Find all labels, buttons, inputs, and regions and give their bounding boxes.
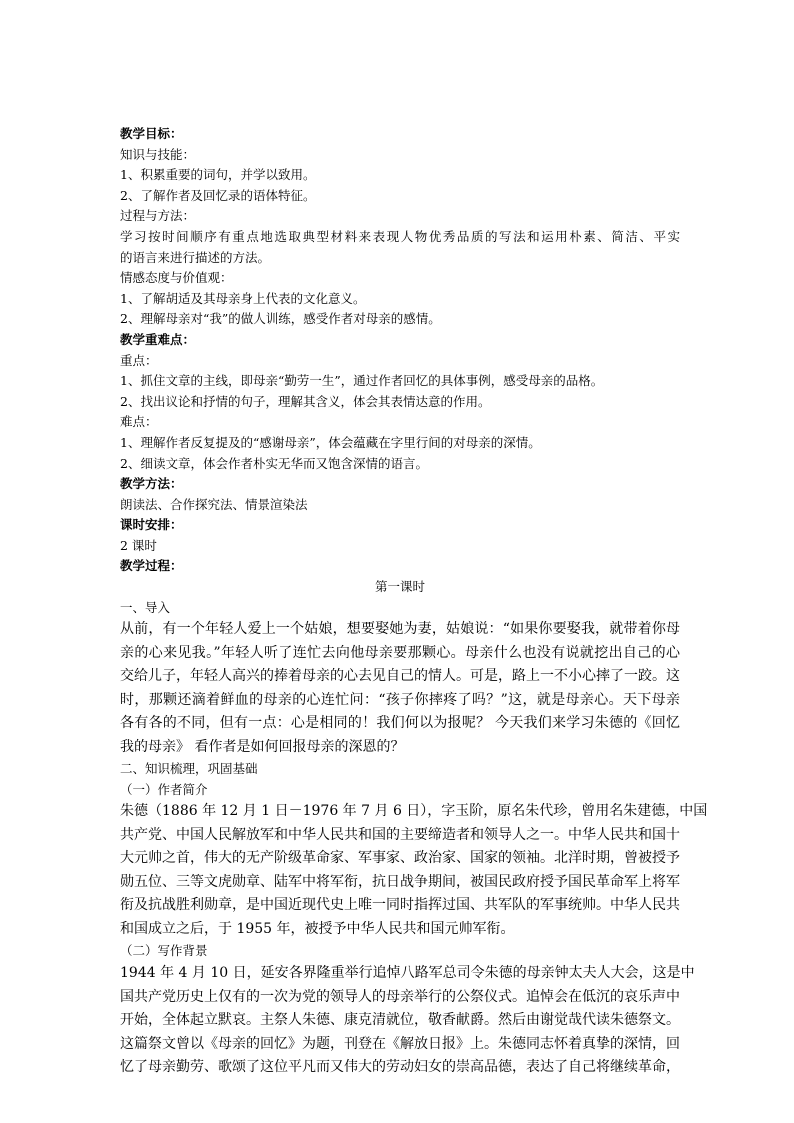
list-item: 2、细读文章，体会作者朴实无华而又饱含深情的语言。 [120, 455, 428, 471]
list-item: 2、了解作者及回忆录的语体特征。 [120, 187, 316, 203]
section-title-knowledge: 二、知识梳理，巩固基础 [120, 761, 258, 777]
subheading-emotion-values: 情感态度与价值观： [120, 270, 233, 286]
methods-text: 朗读法、合作探究法、情景渲染法 [120, 496, 308, 512]
subsection-title-background: （二）写作背景 [120, 943, 208, 959]
list-item: 2、理解母亲对“我”的做人训练，感受作者对母亲的感情。 [120, 311, 441, 327]
list-item: 2、找出议论和抒情的句子，理解其含义，体会其表情达意的作用。 [120, 393, 491, 409]
lesson-title: 第一课时 [374, 579, 425, 595]
paragraph-line: 开始，全体起立默哀。主祭人朱德、康克清就位，敬香献爵。然后由谢觉哉代读朱德祭文。 [120, 1012, 680, 1029]
paragraph-line: 亲的心来见我。”年轻人听了连忙去向他母亲要那颗心。母亲什么也没有说就挖出自己的心 [120, 644, 680, 661]
paragraph-line: 这篇祭文曾以《母亲的回忆》为题，刊登在《解放日报》上。朱德同志怀着真挚的深情，回 [120, 1035, 680, 1052]
subsection-title-author: （一）作者简介 [120, 781, 208, 797]
paragraph-line: 交给儿子，年轻人高兴的捧着母亲的心去见自己的情人。可是，路上一不小心摔了一跤。这 [120, 668, 680, 685]
paragraph-line: 从前，有一个年轻人爱上一个姑娘，想要娶她为妻，姑娘说：“如果你要娶我，就带着你母 [120, 621, 680, 638]
list-item: 1、积累重要的词句，并学以致用。 [120, 167, 316, 183]
schedule-text: 2 课时 [120, 537, 157, 553]
heading-teaching-methods: 教学方法： [120, 476, 183, 492]
paragraph-line: 的语言来进行描述的方法。 [120, 249, 271, 265]
paragraph-line: 1944 年 4 月 10 日，延安各界隆重举行追悼八路军总司令朱德的母亲钟太夫人大会，这是中 [120, 965, 695, 982]
subheading-difficulty: 难点： [120, 414, 158, 430]
paragraph-line: 学习按时间顺序有重点地选取典型材料来表现人物优秀品质的写法和运用朴素、简洁、平实 [120, 228, 680, 244]
subheading-focus: 重点： [120, 352, 158, 368]
paragraph-line: 勋五位、三等文虎勋章、陆军中将军衔，抗日战争期间，被国民政府授予国民革命军上将军 [120, 873, 680, 890]
paragraph-line: 共产党、中国人民解放军和中华人民共和国的主要缔造者和领导人之一。中华人民共和国十 [120, 826, 680, 843]
heading-teaching-process: 教学过程： [120, 558, 183, 574]
paragraph-line: 和国成立之后，于 1955 年，被授予中华人民共和国元帅军衔。 [120, 920, 515, 937]
subheading-process-method: 过程与方法： [120, 208, 196, 224]
subheading-knowledge-skills: 知识与技能： [120, 146, 196, 162]
paragraph-line: 朱德（1886 年 12 月 1 日－1976 年 7 月 6 日），字玉阶，原名朱代珍，曾用名朱建德，中国 [120, 803, 708, 820]
document-body [120, 124, 708, 1080]
paragraph-line: 忆了母亲勤劳、歌颂了这位平凡而又伟大的劳动妇女的崇高品德，表达了自己将继续革命， [120, 1059, 680, 1076]
section-title-intro: 一、导入 [120, 599, 171, 615]
paragraph-line: 衔及抗战胜利勋章，是中国近现代史上唯一同时指挥过国、共军队的军事统帅。中华人民共 [120, 897, 680, 914]
paragraph-line: 大元帅之首，伟大的无产阶级革命家、军事家、政治家、国家的领袖。北洋时期，曾被授予 [120, 850, 680, 867]
heading-key-points: 教学重难点： [120, 331, 196, 347]
paragraph-line: 各有各的不同，但有一点：心是相同的！我们何以为报呢？ 今天我们来学习朱德的《回忆 [120, 715, 680, 732]
list-item: 1、抓住文章的主线，即母亲“勤劳一生”，通过作者回忆的具体事例，感受母亲的品格。 [120, 373, 604, 389]
paragraph-line: 时，那颗还滴着鲜血的母亲的心连忙问：“孩子你摔疼了吗？”这，就是母亲心。天下母亲 [120, 691, 680, 708]
list-item: 1、理解作者反复提及的“感谢母亲”，体会蕴藏在字里行间的对母亲的深情。 [120, 434, 541, 450]
paragraph-line: 国共产党历史上仅有的一次为党的领导人的母亲举行的公祭仪式。追悼会在低沉的哀乐声中 [120, 988, 680, 1005]
list-item: 1、了解胡适及其母亲身上代表的文化意义。 [120, 290, 366, 306]
heading-teaching-goals: 教学目标： [120, 126, 183, 141]
paragraph-line: 我的母亲》 看作者是如何回报母亲的深恩的？ [120, 738, 405, 755]
heading-schedule: 课时安排： [120, 517, 183, 533]
